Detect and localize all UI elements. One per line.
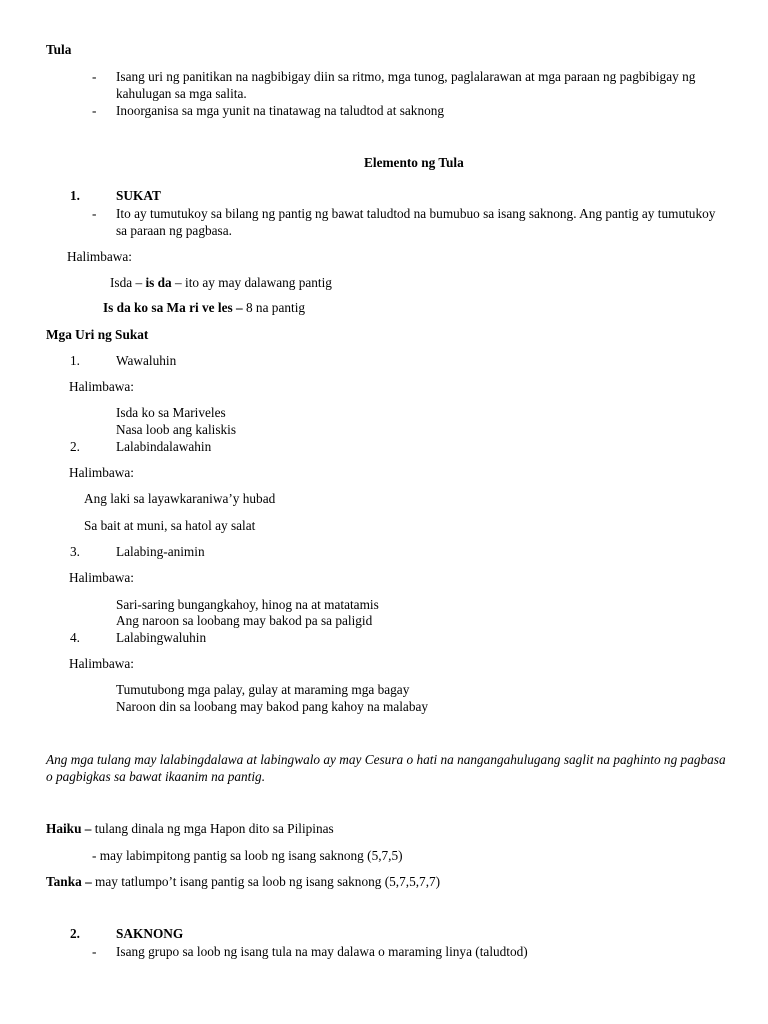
sukat-example-2: Is da ko sa Ma ri ve les – 8 na pantig — [103, 300, 306, 315]
uri-number: 4. — [70, 630, 80, 645]
example-line: Nasa loob ang kaliskis — [116, 422, 237, 437]
example-line: Ang laki sa layawkaraniwa’y hubad — [84, 491, 276, 506]
bullet-dash: - — [92, 69, 97, 84]
example-line: Tumutubong mga palay, gulay at maraming mga bagay — [116, 682, 410, 697]
sukat-number: 1. — [70, 188, 80, 203]
halimbawa-label: Halimbawa: — [69, 465, 134, 480]
uri-label: Wawaluhin — [116, 353, 177, 368]
tula-bullet-1: Isang uri ng panitikan na nagbibigay diin sa ritmo, mga tunog, paglalarawan at mga paraan ng pagbibigay ng kahulugan sa mga salita. — [116, 69, 696, 101]
uri-heading: Mga Uri ng Sukat — [46, 327, 149, 342]
tula-heading: Tula — [46, 42, 72, 57]
haiku-definition: Haiku – tulang dinala ng mga Hapon dito sa Pilipinas — [46, 821, 334, 836]
halimbawa-label: Halimbawa: — [67, 249, 132, 264]
sukat-title: SUKAT — [116, 188, 161, 203]
example-line: Sari-saring bungangkahoy, hinog na at matatamis — [116, 597, 379, 612]
uri-number: 3. — [70, 544, 80, 559]
example-line: Ang naroon sa loobang may bakod pa sa paligid — [116, 613, 373, 628]
saknong-bullet: Isang grupo sa loob ng isang tula na may dalawa o maraming linya (taludtod) — [116, 944, 528, 959]
uri-label: Lalabing-animin — [116, 544, 205, 559]
tanka-definition: Tanka – may tatlumpo’t isang pantig sa loob ng isang saknong (5,7,5,7,7) — [46, 874, 441, 889]
sukat-example-1: Isda – is da – ito ay may dalawang pantig — [110, 275, 332, 290]
halimbawa-label: Halimbawa: — [69, 379, 134, 394]
cesura-note: Ang mga tulang may lalabingdalawa at labingwalo ay may Cesura o hati na nangangahulugang saglit na paghinto ng pagbasa o pagbigkas sa bawat ikaanim na pantig. — [46, 752, 726, 784]
halimbawa-label: Halimbawa: — [69, 656, 134, 671]
uri-label: Lalabindalawahin — [116, 439, 212, 454]
example-line: Sa bait at muni, sa hatol ay salat — [84, 518, 256, 533]
bullet-dash: - — [92, 944, 97, 959]
example-line: Naroon din sa loobang may bakod pang kahoy na malabay — [116, 699, 429, 714]
uri-label: Lalabingwaluhin — [116, 630, 207, 645]
sukat-bullet: Ito ay tumutukoy sa bilang ng pantig ng bawat taludtod na bumubuo sa isang saknong. Ang pantig ay tumutukoy sa paraan ng pagbasa. — [116, 206, 716, 238]
saknong-number: 2. — [70, 926, 80, 941]
uri-number: 1. — [70, 353, 80, 368]
bullet-dash: - — [92, 103, 97, 118]
elemento-heading: Elemento ng Tula — [364, 155, 464, 170]
halimbawa-label: Halimbawa: — [69, 570, 134, 585]
example-line: Isda ko sa Mariveles — [116, 405, 226, 420]
bullet-dash: - — [92, 206, 97, 221]
saknong-title: SAKNONG — [116, 926, 184, 941]
uri-number: 2. — [70, 439, 80, 454]
haiku-sub: - may labimpitong pantig sa loob ng isang saknong (5,7,5) — [92, 848, 403, 863]
tula-bullet-2: Inoorganisa sa mga yunit na tinatawag na taludtod at saknong — [116, 103, 445, 118]
